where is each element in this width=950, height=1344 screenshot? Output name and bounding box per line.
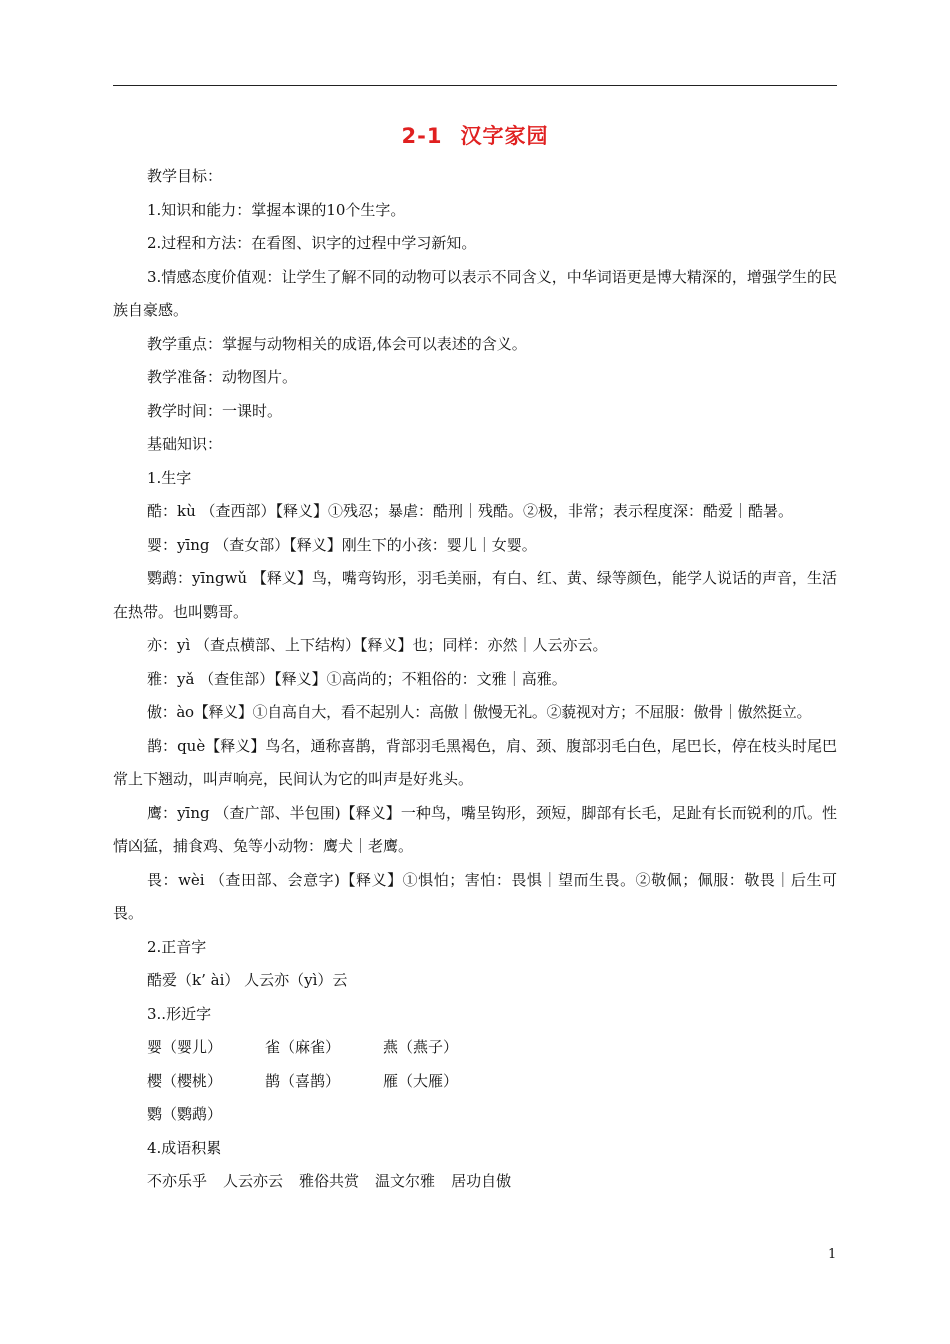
goals-heading: 教学目标： [147, 167, 223, 185]
idiom: 雅俗共赏 [299, 1172, 360, 1190]
idiom: 人云亦云 [223, 1172, 284, 1190]
goal-item: 1.知识和能力：掌握本课的10个生字。 [147, 200, 406, 219]
character-entry: 傲：ào【释义】①自高自大，看不起别人：高傲｜傲慢无礼。②藐视对方；不屈服：傲骨｜傲然挺立。 [147, 703, 812, 721]
similar-char: 鹦（鹦鹉） [147, 1105, 223, 1123]
character-entry: 鹦鹉：yīngwǔ 【释义】鸟，嘴弯钩形，羽毛美丽，有白、红、黄、绿等颜色，能学人说话的声音，生活在热带。也叫鹦哥。 [113, 569, 837, 621]
similar-char: 樱（樱桃） [147, 1071, 223, 1090]
character-entry: 鹊：què【释义】鸟名，通称喜鹊，背部羽毛黑褐色，肩、颈、腹部羽毛白色，尾巴长，停在枝头时尾巴常上下翘动，叫声响亮，民间认为它的叫声是好兆头。 [113, 736, 837, 788]
idiom-list [113, 1165, 837, 1199]
similar-char: 婴（婴儿） [147, 1038, 223, 1056]
idiom: 温文尔雅 [375, 1172, 436, 1190]
teaching-focus: 教学重点：掌握与动物相关的成语,体会可以表述的含义。 [147, 334, 527, 353]
section-heading: 2.正音字 [147, 937, 207, 956]
similar-chars-row [113, 1031, 837, 1065]
similar-char: 燕（燕子） [383, 1038, 459, 1056]
section-heading: 3..形近字 [147, 1004, 212, 1023]
basics-heading: 基础知识： [147, 435, 223, 453]
teaching-prep: 教学准备：动物图片。 [147, 368, 298, 386]
pronunciation-line: 酷爱（k’ ài） 人云亦（yì）云 [147, 971, 348, 989]
document-body [113, 160, 837, 1199]
header-rule [113, 85, 837, 86]
similar-char: 雁（大雁） [383, 1071, 459, 1090]
character-entry: 亦：yì （查点横部、上下结构）【释义】也；同样：亦然｜人云亦云。 [147, 636, 608, 654]
similar-char: 雀（麻雀） [265, 1038, 341, 1056]
page-title [0, 120, 950, 150]
similar-chars-row [113, 1098, 837, 1132]
title-text: 汉字家园 [460, 124, 549, 148]
section-heading: 1.生字 [147, 468, 192, 487]
section-heading: 4.成语积累 [147, 1138, 222, 1157]
character-entry: 酷：kù （查西部）【释义】①残忍；暴虐：酷刑｜残酷。②极，非常；表示程度深：酷爱｜酷暑。 [147, 502, 794, 520]
goal-item: 2.过程和方法：在看图、识字的过程中学习新知。 [147, 234, 477, 252]
teaching-time: 教学时间：一课时。 [147, 401, 283, 420]
character-entry: 畏：wèi （查田部、会意字)【释义】①惧怕；害怕：畏惧｜望而生畏。②敬佩；佩服：敬畏｜后生可畏。 [113, 870, 837, 922]
character-entry: 婴：yīng （查女部）【释义】刚生下的小孩：婴儿｜女婴。 [147, 535, 537, 554]
goal-item: 3.情感态度价值观：让学生了解不同的动物可以表示不同含义，中华词语更是博大精深的，增强学生的民族自豪感。 [113, 267, 837, 319]
character-entry: 鹰：yīng （查广部、半包围)【释义】一种鸟，嘴呈钩形，颈短，脚部有长毛，足趾有长而锐利的爪。性情凶猛，捕食鸡、兔等小动物：鹰犬｜老鹰。 [113, 803, 837, 855]
title-number: 2-1 [401, 124, 443, 148]
page-number: 1 [828, 1247, 837, 1262]
similar-chars-row [113, 1065, 837, 1099]
idiom: 居功自傲 [451, 1172, 512, 1190]
character-entry: 雅：yǎ （查隹部）【释义】①高尚的；不粗俗的：文雅｜高雅。 [147, 669, 567, 688]
similar-char: 鹊（喜鹊） [265, 1071, 341, 1090]
idiom: 不亦乐乎 [147, 1172, 208, 1190]
